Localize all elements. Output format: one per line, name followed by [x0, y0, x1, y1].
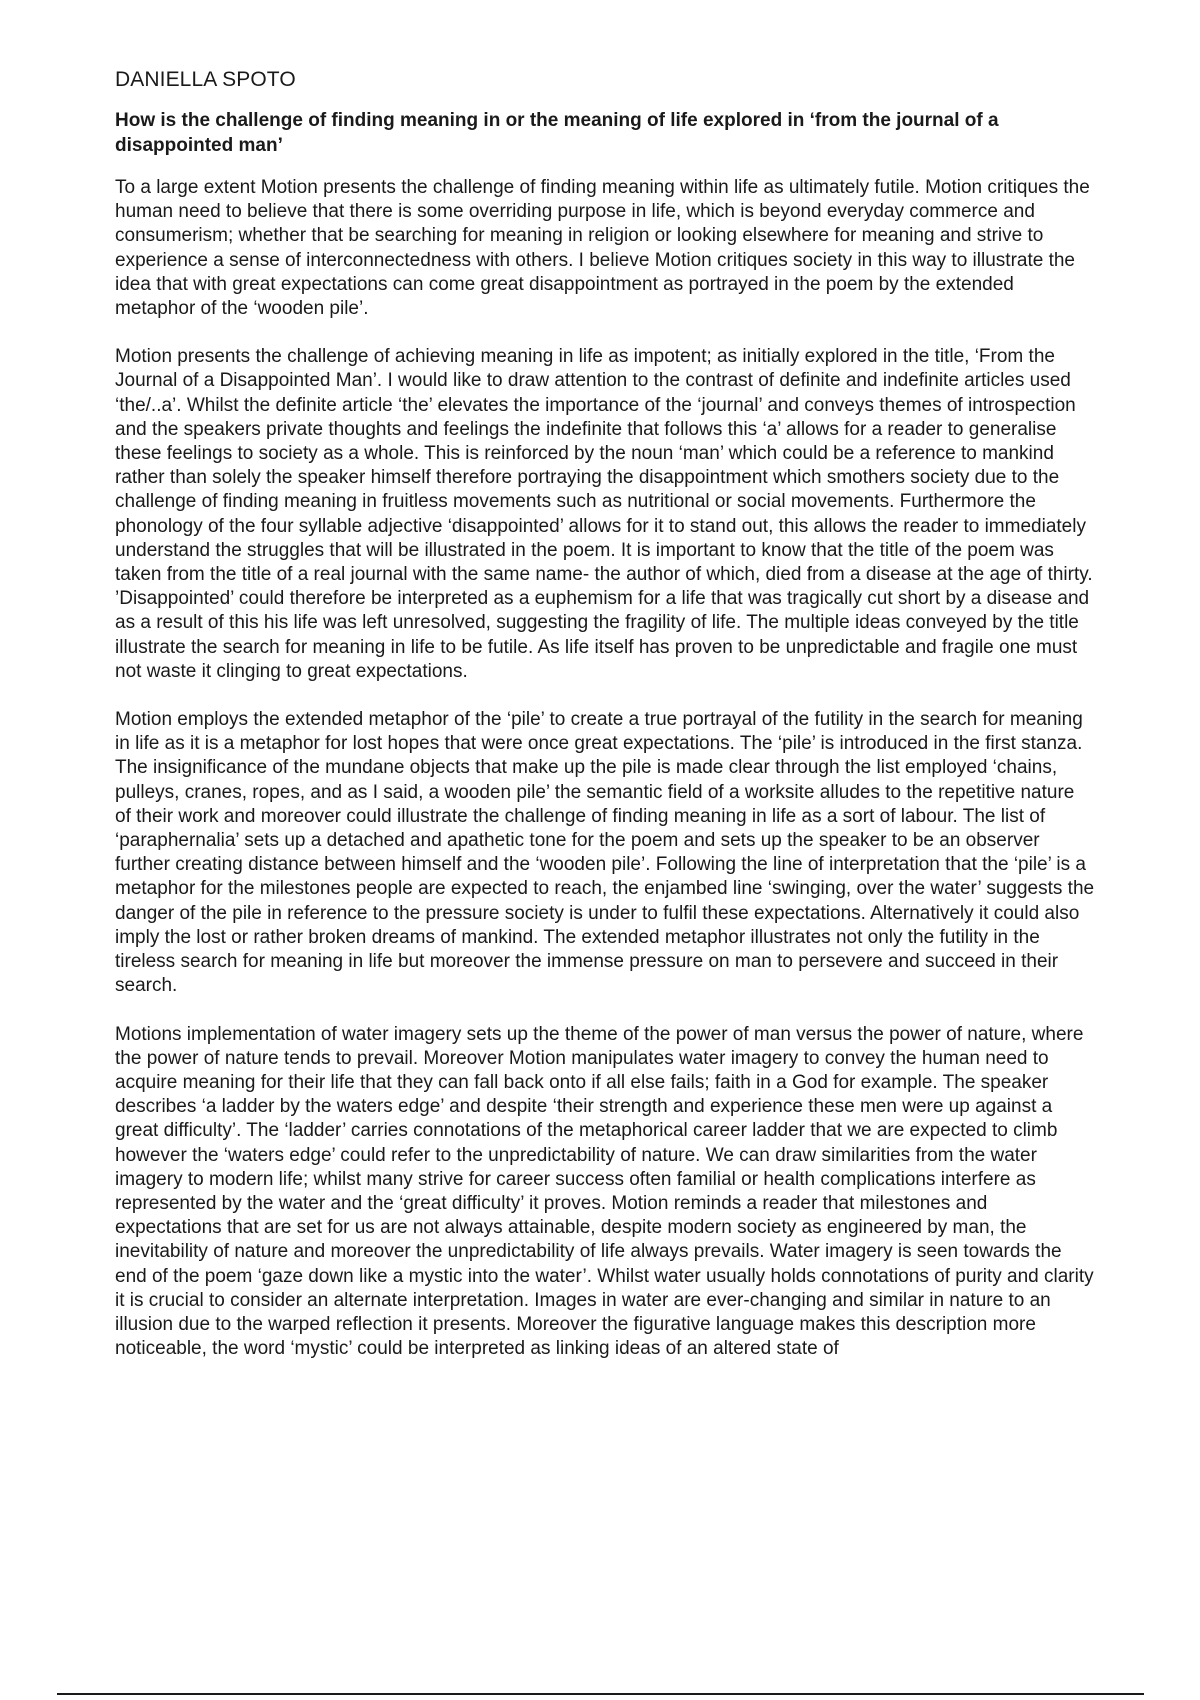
paragraph-3: Motion employs the extended metaphor of the ‘pile’ to create a true portrayal of the futility in the search for meaning in life as it is a metaphor for lost hopes that were once great expectations. The ‘pile’ is introduced in the first stanza. The insignificance of the mundane objects that make up the pile is made clear through the list employed ‘chains, pulleys, cranes, ropes, and as I said, a wooden pile’ the semantic field of a worksite alludes to the repetitive nature of their work and moreover could illustrate the challenge of finding meaning in life as a sort of labour. The list of ‘paraphernalia’ sets up a detached and apathetic tone for the poem and sets up the speaker to be an observer further creating distance between himself and the ‘wooden pile’. Following the line of interpretation that the ‘pile’ is a metaphor for the milestones people are expected to reach, the enjambed line ‘swinging, over the water’ suggests the danger of the pile in reference to the pressure society is under to fulfil these expectations. Alternatively it could also imply the lost or rather broken dreams of mankind. The extended metaphor illustrates not only the futility in the tireless search for meaning in life but moreover the immense pressure on man to persevere and succeed in their search. — [115, 709, 1095, 997]
essay-title: How is the challenge of finding meaning in or the meaning of life explored in ‘from the journal of a disappointed man’ — [115, 110, 999, 156]
paragraph-4: Motions implementation of water imagery sets up the theme of the power of man versus the power of nature, where the power of nature tends to prevail. Moreover Motion manipulates water imagery to convey the human need to acquire meaning for their life that they can fall back onto if all else fails; faith in a God for example. The speaker describes ‘a ladder by the waters edge’ and despite ‘their strength and experience these men were up against a great difficulty’. The ‘ladder’ carries connotations of the metaphorical career ladder that we are expected to climb however the ‘waters edge’ could refer to the unpredictability of nature. We can draw similarities from the water imagery to modern life; whilst many strive for career success often familial or health complications interfere as represented by the water and the ‘great difficulty’ it proves. Motion reminds a reader that milestones and expectations that are set for us are not always attainable, despite modern society as engineered by man, the inevitability of nature and moreover the unpredictability of life always prevails. Water imagery is seen towards the end of the poem ‘gaze down like a mystic into the water’. Whilst water usually holds connotations of purity and clarity it is crucial to consider an alternate interpretation. Images in water are ever-changing and similar in nature to an illusion due to the warped reflection it presents. Moreover the figurative language makes this description more noticeable, the word ‘mystic’ could be interpreted as linking ideas of an altered state of — [115, 1023, 1094, 1360]
author-name: DANIELLA SPOTO — [115, 68, 296, 91]
document-page — [115, 66, 1095, 1385]
page-bottom-rule — [57, 1693, 1144, 1695]
paragraph-2: Motion presents the challenge of achieving meaning in life as impotent; as initially explored in the title, ‘From the Journal of a Disappointed Man’. I would like to draw attention to the contrast of definite and indefinite articles used ‘the/..a’. Whilst the definite article ‘the’ elevates the importance of the ‘journal’ and conveys themes of introspection and the speakers private thoughts and feelings the indefinite that follows this ‘a’ allows for a reader to generalise these feelings to society as a whole. This is reinforced by the noun ‘man’ which could be a reference to mankind rather than solely the speaker himself therefore portraying the disappointment which smothers society due to the challenge of finding meaning in fruitless movements such as nutritional or social movements. Furthermore the phonology of the four syllable adjective ‘disappointed’ allows for it to stand out, this allows the reader to immediately understand the struggles that will be illustrated in the poem. It is important to know that the title of the poem was taken from the title of a real journal with the same name- the author of which, died from a disease at the age of thirty. ’Disappointed’ could therefore be interpreted as a euphemism for a life that was tragically cut short by a disease and as a result of this his life was left unresolved, suggesting the fragility of life. The multiple ideas conveyed by the title illustrate the search for meaning in life to be futile. As life itself has proven to be unpredictable and fragile one must not waste it clinging to great expectations. — [115, 346, 1093, 682]
paragraph-1: To a large extent Motion presents the challenge of finding meaning within life as ultimately futile. Motion critiques the human need to believe that there is some overriding purpose in life, which is beyond everyday commerce and consumerism; whether that be searching for meaning in religion or looking elsewhere for meaning and strive to experience a sense of interconnectedness with others. I believe Motion critiques society in this way to illustrate the idea that with great expectations can come great disappointment as portrayed in the poem by the extended metaphor of the ‘wooden pile’. — [115, 177, 1090, 320]
